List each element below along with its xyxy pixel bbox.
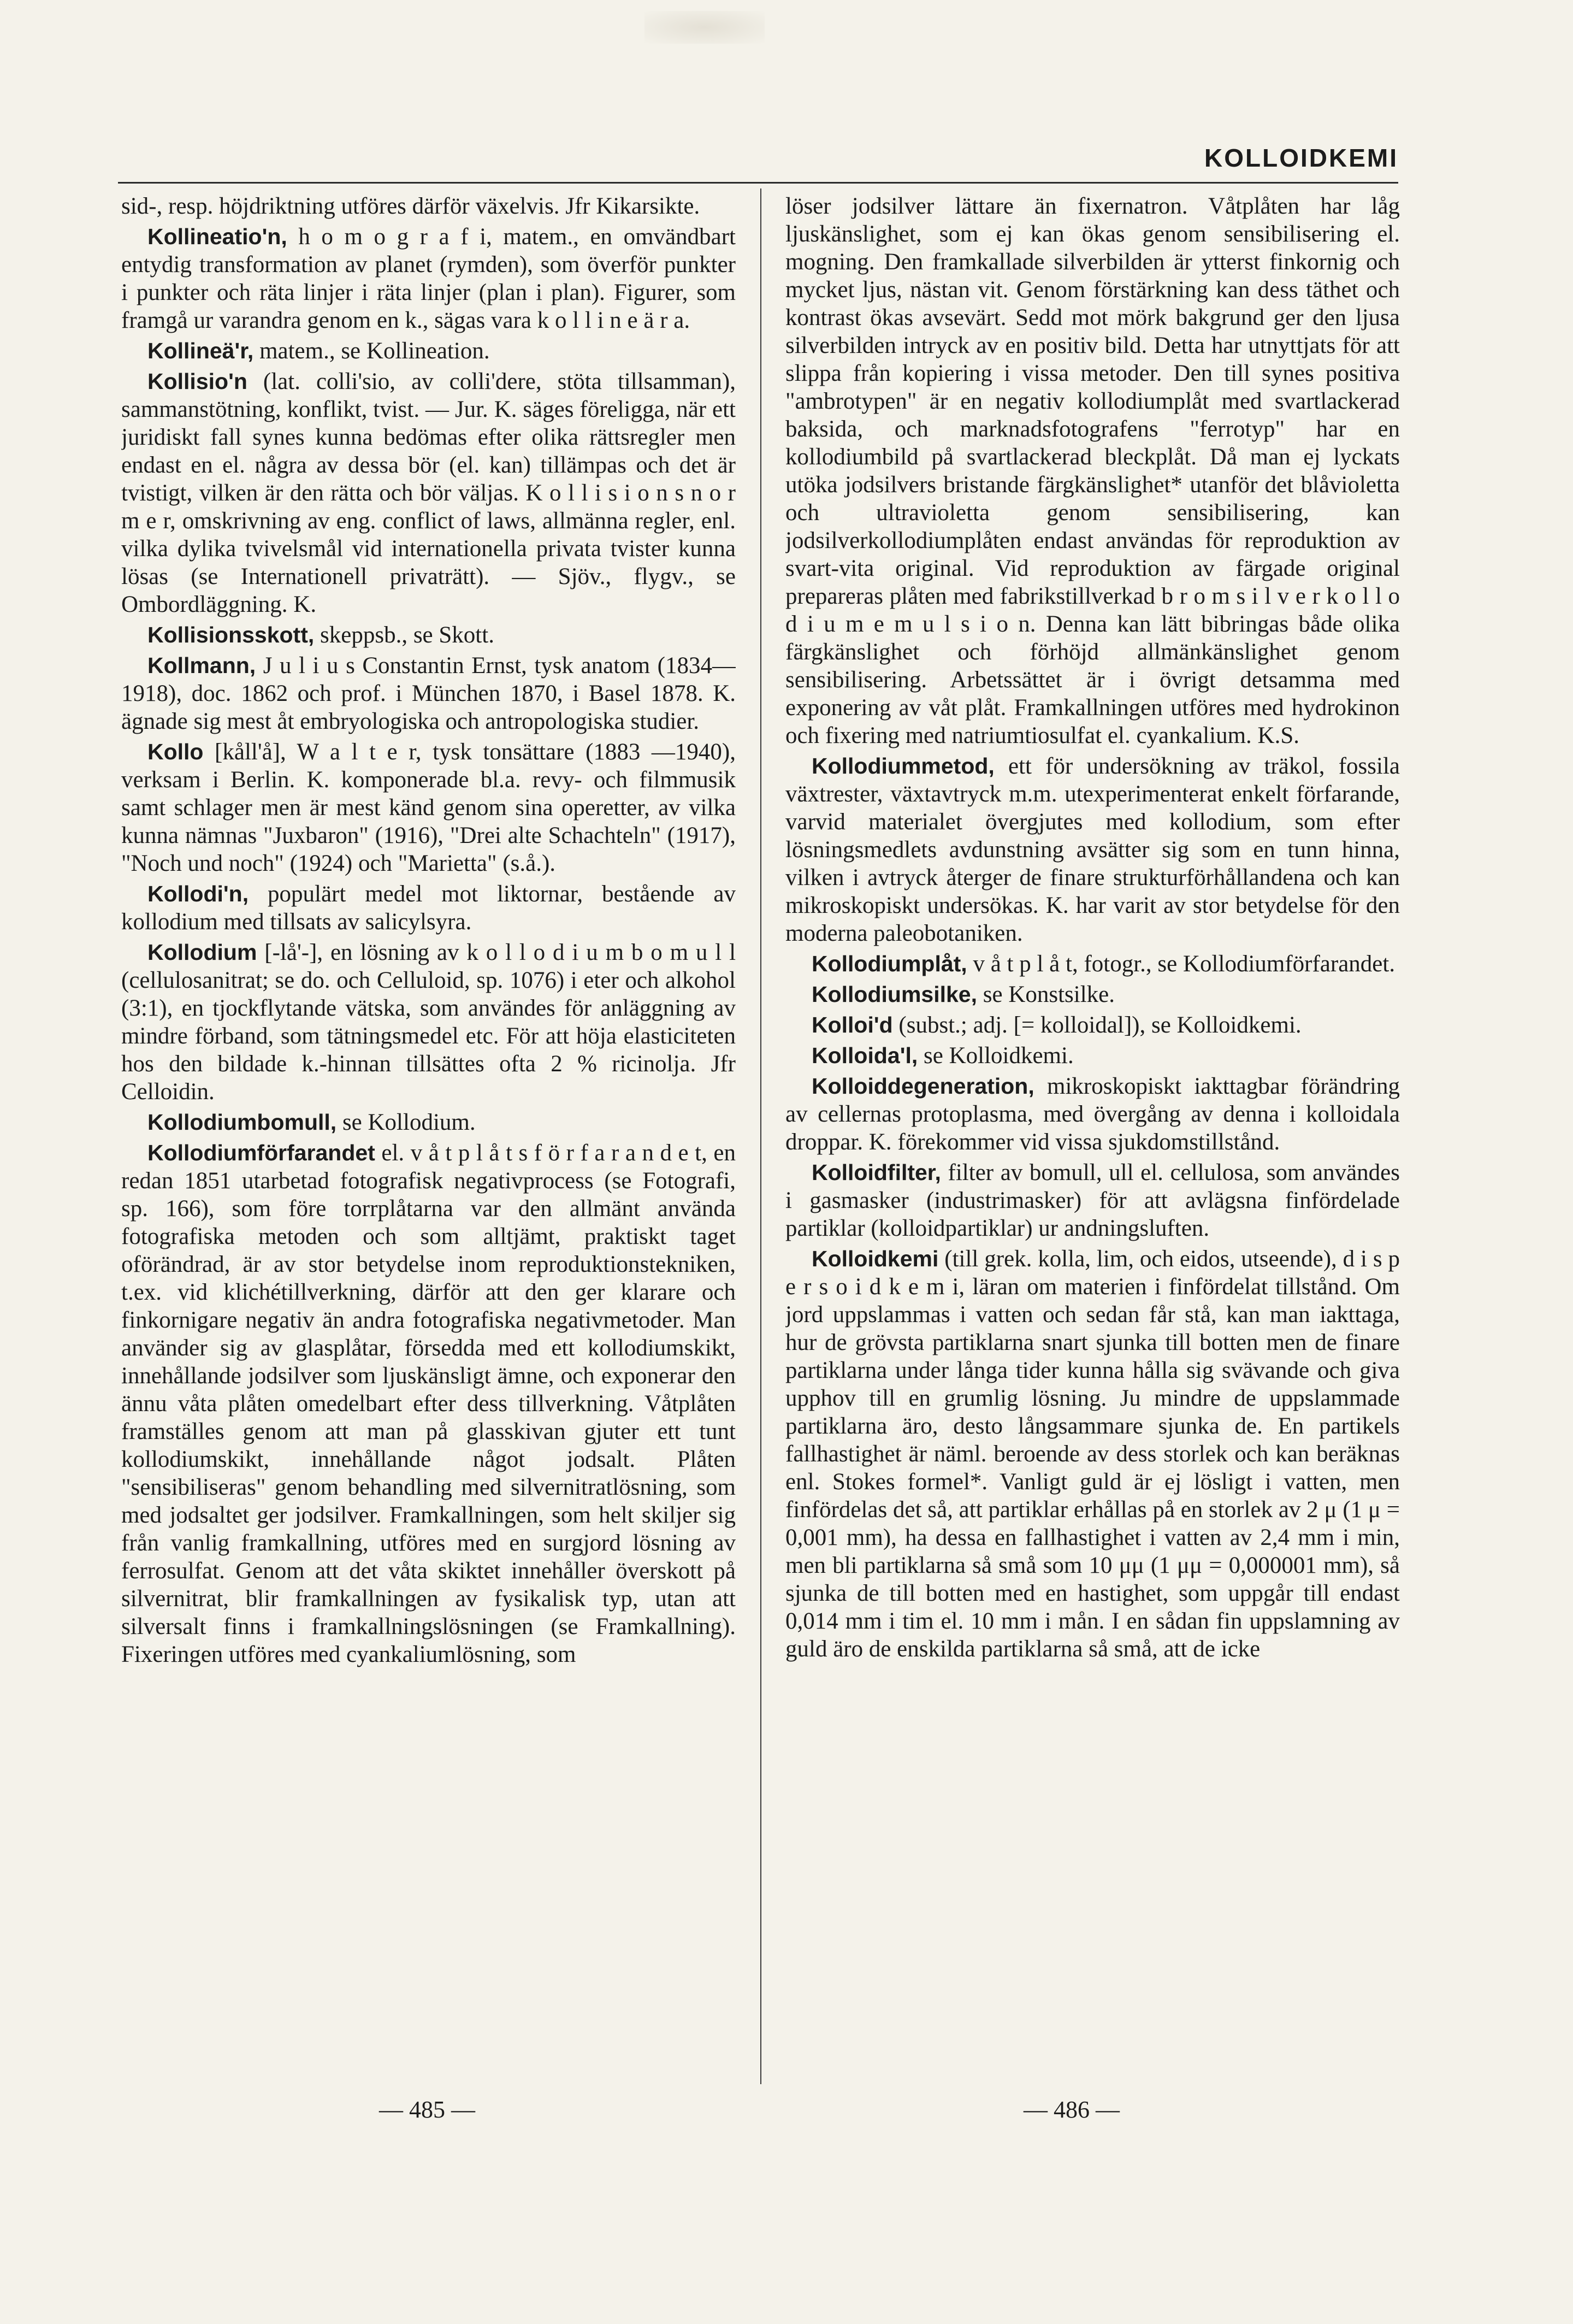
entry-text: se Kollodium. xyxy=(342,1110,476,1135)
entry-text: J u l i u s Constantin Ernst, tysk anatom (1834—1918), doc. 1862 och prof. i München 1870, i Basel 1878. K. ägnade sig mest åt embryologiska och antropologiska studier. xyxy=(121,653,736,734)
paper-smudge xyxy=(644,11,765,44)
entry-paragraph xyxy=(121,652,736,735)
entry-paragraph xyxy=(785,1011,1400,1039)
entry-text: (till grek. kolla, lim, och eidos, utseende), d i s p e r s o i d k e m i, läran om materien i finfördelat tillstånd. Om jord uppslammas i vatten och sedan får stå, kan man iakttaga, hur de grövsta partiklarna snart sjunka till botten men de finare partiklarna under långa tider kunna hålla sig svävande och giva upphov till en grumlig lösning. Ju mindre de uppslammade partiklarna äro, desto långsammare sjunka de. En partikels fallhastighet är näml. beroende av dess storlek och kan beräknas enl. Stokes formel*. Vanligt guld är ej lösligt i vatten, men finfördelas det så, att partiklar erhållas på en storlek av 2 μ (1 μ = 0,001 mm), ha dessa en fallhastighet i vatten av 2,4 mm i min, men bli partiklarna så små som 10 μμ (1 μμ = 0,000001 mm), så sjunka de till botten med en hastighet, som uppgår till endast 0,014 mm i tim el. 10 mm i mån. I en sådan fin uppslamning av guld äro de enskilda partiklarna så små, att de icke xyxy=(785,1246,1400,1662)
entry-text: se Kolloidkemi. xyxy=(924,1043,1074,1069)
entry-text: v å t p l å t, fotogr., se Kollodiumförfarandet. xyxy=(973,951,1395,977)
entry-text: el. v å t p l å t s f ö r f a r a n d e t, en redan 1851 utarbetad fotografisk negativprocess (se Fotografi, sp. 166), som före torrplåtarna var den allmänt använda fotografiska metoden och som alltjämt, praktiskt taget oförändrad, är av stor betydelse inom reproduktionstekniken, t.ex. vid klichétillverkning, därför att den ger klarare och finkornigare negativ än andra fotografiska negativmetoder. Man använder sig av glasplåtar, försedda med ett kollodiumskikt, innehållande jodsilver som ljuskänsligt ämne, och exponerar den ännu våta plåten omedelbart efter dess tillverkning. Våtplåten framställes genom att man på glasskivan gjuter ett tunt kollodiumskikt, innehållande något jodsalt. Plåten "sensibiliseras" genom behandling med silvernitratlösning, som med jodsaltet ger jodsilver. Framkallningen, som helt skiljer sig från vanlig framkallning, utföres med en surgjord lösning av ferrosulfat. Genom att det våta skiktet innehåller överskott på silvernitrat, blir framkallningen av fysikalisk typ, utan att silversalt finns i framkallningslösningen (se Framkallning). Fixeringen utföres med cyankaliumlösning, som xyxy=(121,1140,736,1667)
entry-headword: Kollo xyxy=(147,739,204,764)
left-column xyxy=(121,192,736,2077)
entry-paragraph xyxy=(785,1042,1400,1070)
entry-headword: Kollmann, xyxy=(147,653,256,678)
entry-text: skeppsb., se Skott. xyxy=(320,622,494,648)
entry-headword: Kollodiummetod, xyxy=(812,753,995,778)
column-divider xyxy=(760,188,761,2084)
entry-text: se Konstsilke. xyxy=(983,982,1115,1007)
entry-text: (subst.; adj. [= kolloidal]), se Kolloidkemi. xyxy=(898,1012,1302,1038)
entry-text: löser jodsilver lättare än fixernatron. Våtplåten har låg ljuskänslighet, som ej kan ökas genom sensibilisering el. mogning. Den framkallade silverbilden är ytterst finkornig och mycket ljus, nästan vit. Genom förstärkning kan dess täthet och kontrast ökas avsevärt. Sedd mot mörk bakgrund ger den ljusa silverbilden intryck av en positiv bild. Detta har utnyttjats för att slippa från kopiering i vissa metoder. Den till synes positiva "ambrotypen" är en negativ kollodiumplåt med svartlackerad baksida, och marknadsfotografens "ferrotyp" har en kollodiumbild på svartlackerad bleckplåt. Då man ej lyckats utöka jodsilvers bristande färgkänslighet* utanför det blåvioletta och ultravioletta genom sensibilisering, kan jodsilverkollodiumplåten endast användas för reproduktion av svart-vita original. Vid reproduktion av färgade original prepareras plåten med fabrikstillverkad b r o m s i l v e r k o l l o d i u m e m u l s i o n. Denna kan lätt bibringas både olika färgkänslighet och förhöjd allmänkänslighet genom sensibilisering. Arbetssättet är i övrigt detsamma med exponering av våt plåt. Framkallningen utföres med hydrokinon och fixering med natriumtiosulfat el. cyankalium. K.S. xyxy=(785,193,1400,748)
entry-paragraph xyxy=(121,939,736,1106)
entry-text: [kåll'å], W a l t e r, tysk tonsättare (1883 —1940), verksam i Berlin. K. komponerade bl.a. revy- och filmmusik samt schlager men är mest känd genom sina operetter, av vilka kunna nämnas "Juxbaron" (1916), "Drei alte Schachteln" (1917), "Noch und noch" (1924) och "Marietta" (s.å.). xyxy=(121,739,736,876)
entry-text: ett för undersökning av träkol, fossila växtrester, växtavtryck m.m. utexperimenterat enkelt förfarande, varvid materialet övergjutes med kollodium, som efter lösningsmedlets avdunstning avsätter sig som en tunn hinna, vilken i avtryck återger de finare strukturförhållandena och kan mikroskopiskt undersökas. K. har varit av stor betydelse för den moderna paleobotaniken. xyxy=(785,753,1400,946)
page-number-right: — 486 — xyxy=(1024,2096,1120,2123)
entry-paragraph xyxy=(121,1108,736,1136)
entry-text: (lat. colli'sio, av colli'dere, stöta tillsamman), sammanstötning, konflikt, tvist. — Jur. K. säges föreligga, när ett juridiskt fall synes kunna bedömas efter olika rättsregler men endast en el. några av dessa bör (el. kan) tillämpas och det är tvistigt, vilken är den rätta och bör väljas. K o l l i s i o n s n o r m e r, omskrivning av eng. conflict of laws, allmänna regler, enl. vilka dylika tvivelsmål vid internationella privata tvister kunna lösas (se Internationell privaträtt). — Sjöv., flygv., se Ombordläggning. K. xyxy=(121,369,736,617)
entry-headword: Kolloidfilter, xyxy=(812,1160,941,1185)
entry-paragraph xyxy=(121,621,736,649)
entry-headword: Kolloidkemi xyxy=(812,1246,939,1271)
entry-paragraph xyxy=(785,1245,1400,1663)
entry-paragraph xyxy=(121,192,736,220)
entry-text: matem., se Kollineation. xyxy=(259,338,490,364)
running-head: KOLLOIDKEMI xyxy=(1204,144,1398,172)
entry-paragraph xyxy=(785,192,1400,750)
entry-text: sid-, resp. höjdriktning utföres därför växelvis. Jfr Kikarsikte. xyxy=(121,193,700,219)
entry-headword: Kollodiumbomull, xyxy=(147,1110,337,1135)
entry-headword: Kollineä'r, xyxy=(147,338,254,363)
entry-text: h o m o g r a f i, matem., en omvändbart entydig transformation av planet (rymden), som överför punkter i punkter och räta linjer i räta linjer (plan i plan). Figurer, som framgå ur varandra genom en k., sägas vara k o l l i n e ä r a. xyxy=(121,224,736,333)
right-column xyxy=(785,192,1400,2077)
entry-headword: Kollodium xyxy=(147,940,257,965)
entry-headword: Kollodi'n, xyxy=(147,881,249,906)
entry-headword: Kolloi'd xyxy=(812,1012,893,1037)
entry-paragraph xyxy=(785,950,1400,978)
entry-paragraph xyxy=(785,981,1400,1008)
entry-headword: Kollisionsskott, xyxy=(147,622,315,647)
entry-headword: Kollineatio'n, xyxy=(147,224,287,249)
entry-headword: Kollodiumplåt, xyxy=(812,951,967,976)
entry-text: [-lå'-], en lösning av k o l l o d i u m b o m u l l (cellulosanitrat; se do. och Celluloid, sp. 1076) i eter och alkohol (3:1), en tjockflytande vätska, som användes för anläggning av mindre förband, som tätningsmedel etc. För att höja elasticiteten hos den bildade k.-hinnan tillsättes ofta 2 % ricinolja. Jfr Celloidin. xyxy=(121,940,736,1105)
entry-headword: Kollisio'n xyxy=(147,369,247,394)
entry-text: populärt medel mot liktornar, bestående av kollodium med tillsats av salicylsyra. xyxy=(121,881,736,935)
entry-paragraph xyxy=(121,880,736,936)
entry-paragraph xyxy=(121,368,736,618)
entry-text: mikroskopiskt iakttagbar förändring av cellernas protoplasma, med övergång av denna i kolloidala droppar. K. förekommer vid vissa sjukdomstillstånd. xyxy=(785,1073,1400,1155)
entry-paragraph xyxy=(121,738,736,877)
header-rule xyxy=(118,182,1398,184)
entry-paragraph xyxy=(785,1159,1400,1242)
page-number-left: — 485 — xyxy=(379,2096,475,2123)
entry-paragraph xyxy=(121,223,736,334)
entry-headword: Kollodiumförfarandet xyxy=(147,1140,375,1165)
entry-headword: Kolloiddegeneration, xyxy=(812,1073,1034,1099)
entry-paragraph xyxy=(121,1139,736,1668)
entry-text: filter av bomull, ull el. cellulosa, som användes i gasmasker (industrimasker) för att avlägsna finfördelade partiklar (kolloidpartiklar) ur andningsluften. xyxy=(785,1160,1400,1241)
entry-headword: Kollodiumsilke, xyxy=(812,982,977,1007)
entry-headword: Kolloida'l, xyxy=(812,1043,918,1068)
entry-paragraph xyxy=(785,752,1400,947)
entry-paragraph xyxy=(121,337,736,365)
entry-paragraph xyxy=(785,1072,1400,1156)
